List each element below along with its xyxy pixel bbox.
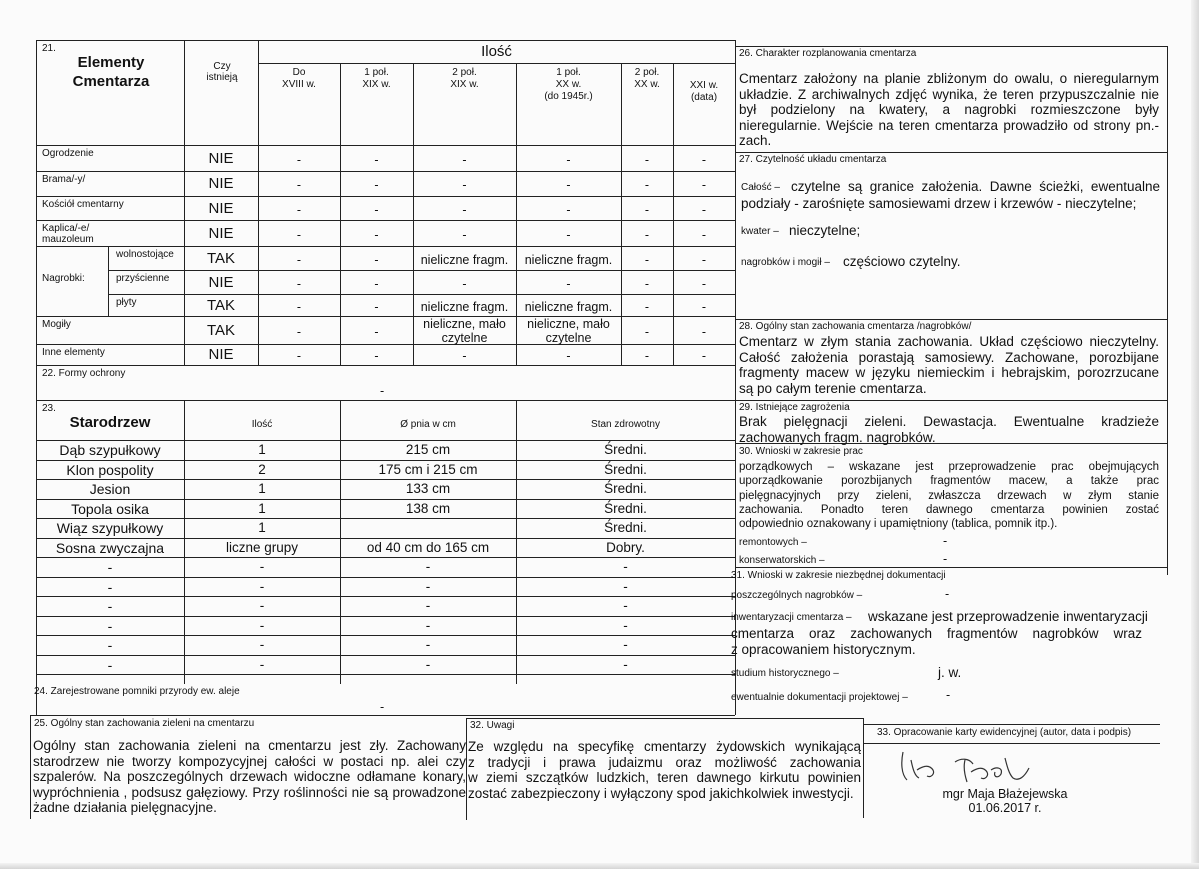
- tree-name: Sosna zwyczajna: [55, 540, 165, 556]
- text-line: fragmenty macew w języku niemieckim i hebrajskim, porozrzucane: [739, 365, 1159, 380]
- czy-istnieja-value: TAK: [206, 321, 236, 339]
- tree-health: -: [623, 598, 628, 613]
- tree-health: Średni.: [604, 481, 647, 496]
- ilosc-cell: -: [374, 276, 379, 291]
- row-label: przyścienne: [116, 273, 170, 284]
- tree-name: -: [107, 559, 113, 575]
- ilosc-cell: -: [701, 227, 707, 242]
- tree-diameter: 175 cm i 215 cm: [378, 462, 478, 477]
- tree-diameter: 215 cm: [405, 442, 451, 457]
- grid-line: [735, 152, 1167, 153]
- text-line: z tradycji i prawa judaizmu oraz możliwość zachowania: [468, 754, 861, 770]
- ilosc-cell: nieliczne fragm.: [420, 252, 509, 267]
- ilosc-cell: -: [644, 202, 650, 217]
- tree-count: 1: [258, 501, 266, 516]
- calosc-value: czytelne są granice założenia. Dawne ścieżki, ewentualne: [791, 179, 1160, 194]
- text-line: Całość założenia porastają samosiewy. Zachowane, porozbijane: [739, 349, 1159, 365]
- text-line: Ogólny stan zachowania zieleni na cmentarzu jest zły. Zachowany: [33, 738, 466, 753]
- ilosc-cell: -: [644, 227, 650, 242]
- section-23-title: Starodrzew: [69, 414, 151, 431]
- calosc-label: Całość –: [741, 182, 780, 193]
- grid-line: [735, 567, 1167, 568]
- ilosc-cell: -: [701, 299, 707, 314]
- ilosc-cell: -: [644, 152, 650, 167]
- remontowych-label: remontowych –: [739, 537, 807, 548]
- section-28-label: 28. Ogólny stan zachowania cmentarza /nagrobków/: [739, 321, 972, 332]
- grid-line: [36, 145, 735, 146]
- czy-header-line2: istnieją: [206, 72, 238, 83]
- grid-line: [863, 718, 864, 818]
- tree-diameter: -: [425, 657, 431, 672]
- grid-line: [735, 46, 1167, 47]
- grid-line: [36, 344, 735, 345]
- grid-line: [863, 743, 1160, 744]
- ilosc-cell: -: [566, 178, 571, 192]
- grid-line: [36, 655, 735, 656]
- kwater-label: kwater –: [741, 226, 779, 237]
- tree-health: Średni.: [604, 462, 647, 477]
- section-23-number: 23.: [42, 403, 56, 414]
- grid-line: [1167, 46, 1168, 575]
- inwentaryzacji-value: wskazane jest przeprowadzenie inwentaryzacji: [868, 609, 1148, 624]
- grid-line: [258, 63, 735, 64]
- starodrzew-header-pien: Ø pnia w cm: [400, 419, 456, 430]
- text-line: Ze względu na specyfikę cmentarzy żydowskich wynikającą: [468, 739, 861, 754]
- grid-line: [36, 400, 735, 401]
- text-line: zach.: [739, 133, 772, 148]
- row-label: wolnostojące: [116, 249, 174, 260]
- grid-line: [36, 557, 735, 558]
- ilosc-cell: -: [462, 202, 467, 217]
- text-line: porządkowych – wskazane jest przeprowadzenie prac obejmujących: [739, 461, 1159, 473]
- grid-line: [36, 596, 735, 597]
- section-21-title-line2: Cmentarza: [72, 73, 150, 90]
- row-label: Kościół cmentarny: [42, 199, 124, 210]
- tree-health: -: [623, 657, 628, 672]
- period-header: XVIII w.: [282, 79, 316, 90]
- section-32-text: [468, 739, 861, 801]
- text-line: uporządkowanie porozbijanych fragmentów macew, a także prac: [739, 475, 1159, 488]
- ilosc-cell: -: [644, 349, 650, 363]
- czy-header: Czy: [213, 61, 231, 72]
- grid-line: [36, 440, 735, 441]
- grid-line: [36, 171, 735, 172]
- ilosc-cell: -: [701, 276, 707, 291]
- czy-istnieja-value: NIE: [208, 175, 234, 192]
- period-header: XX w.: [634, 79, 660, 90]
- kwater-value: nieczytelne;: [789, 223, 861, 238]
- ilosc-cell: -: [374, 349, 379, 363]
- inwentaryzacji-value-line3: z opracowaniem historycznym.: [731, 642, 916, 657]
- czy-istnieja-value: NIE: [208, 273, 234, 291]
- ilosc-cell: -: [374, 178, 379, 192]
- text-line: wypróchnienia , podsusz gałęziowy. Przy roślinności nie są prowadzone: [33, 784, 466, 800]
- section-29-text: Brak pielęgnacji zieleni. Dewastacja. Ewentualne kradzieże: [739, 414, 1159, 429]
- ilosc-cell: nieliczne, mało: [423, 317, 506, 331]
- grid-line: [36, 674, 735, 675]
- tree-count: -: [259, 657, 265, 672]
- tree-health: -: [623, 559, 628, 574]
- ilosc-cell: -: [701, 152, 707, 167]
- nagrobkow-value: częściowo czytelny.: [843, 254, 961, 269]
- grid-line: [36, 499, 735, 500]
- tree-count: 2: [258, 462, 266, 477]
- tree-name: -: [107, 657, 113, 673]
- grid-line: [735, 400, 1167, 401]
- ilosc-cell: -: [644, 252, 650, 267]
- grid-line: [735, 319, 1167, 320]
- grid-line: [36, 365, 735, 366]
- ilosc-cell: -: [566, 276, 571, 291]
- projektowej-label: ewentualnie dokumentacji projektowej –: [731, 692, 908, 703]
- tree-health: -: [623, 579, 628, 594]
- grid-line: [36, 616, 735, 617]
- text-line: starodrzew nie tworzy kompozycyjnej całości w postaci np. alei czy: [33, 753, 466, 769]
- remontowych-value: -: [943, 534, 948, 548]
- section-26-label: 26. Charakter rozplanowania cmentarza: [739, 48, 917, 59]
- section-24-value: -: [380, 700, 385, 714]
- grid-line: [36, 196, 735, 197]
- ilosc-cell: -: [462, 178, 467, 192]
- ilosc-cell: -: [566, 349, 571, 363]
- tree-diameter: 138 cm: [405, 501, 451, 516]
- ilosc-cell: -: [374, 202, 379, 217]
- tree-count: -: [259, 598, 265, 613]
- grid-line: [30, 715, 31, 819]
- text-line: zostać zabezpieczony i wyłączony spod jakichkolwiek inwestycji.: [468, 785, 854, 801]
- section-27-label: 27. Czytelność układu cmentarza: [739, 154, 887, 165]
- tree-name: Wiąz szypułkowy: [56, 520, 164, 536]
- konserwatorskich-value: -: [943, 552, 948, 566]
- section-24-label: 24. Zarejestrowane pomniki przyrody ew. aleje: [34, 686, 240, 697]
- grid-line: [108, 246, 109, 316]
- row-label: Brama/-y/: [42, 174, 86, 185]
- tree-count: 1: [258, 520, 266, 535]
- ilosc-cell: nieliczne fragm.: [420, 299, 509, 314]
- page-edge: [1191, 0, 1199, 869]
- row-label: Inne elementy: [42, 347, 105, 358]
- tree-health: Średni.: [604, 501, 647, 516]
- row-label-line2: mauzoleum: [42, 234, 94, 245]
- ilosc-cell: -: [374, 252, 379, 267]
- tree-name: Dąb szypułkowy: [59, 442, 161, 458]
- ilosc-cell: -: [374, 227, 379, 242]
- starodrzew-header-stan: Stan zdrowotny: [591, 419, 660, 430]
- section-31-label: 31. Wnioski w zakresie niezbędnej dokumentacji: [731, 570, 946, 581]
- text-line: nieregularnie. Wejście na teren cmentarza prowadziło od strony pn.-: [739, 117, 1159, 133]
- studium-label: studium historycznego –: [731, 668, 839, 679]
- tree-count: liczne grupy: [225, 540, 299, 555]
- tree-name: Klon pospolity: [66, 462, 154, 478]
- ilosc-header: Ilość: [481, 43, 512, 60]
- grid-line: [863, 724, 1160, 725]
- ilosc-cell: -: [296, 252, 302, 267]
- konserwatorskich-label: konserwatorskich –: [739, 555, 825, 566]
- tree-count: -: [259, 579, 265, 594]
- grid-line: [36, 538, 735, 539]
- ilosc-cell: -: [296, 152, 302, 167]
- period-header: XXI w.: [689, 80, 719, 91]
- ilosc-cell: -: [644, 178, 650, 192]
- period-header: 2 poł.: [452, 67, 477, 78]
- ilosc-cell: -: [701, 178, 707, 192]
- tree-count: 1: [258, 481, 266, 496]
- ilosc-cell: -: [374, 299, 379, 314]
- grid-line: [108, 294, 735, 295]
- section-33-label: 33. Opracowanie karty ewidencyjnej (autor, data i podpis): [877, 727, 1132, 738]
- tree-count: -: [259, 618, 265, 633]
- tree-health: Dobry.: [606, 540, 645, 555]
- ilosc-cell: -: [701, 349, 707, 363]
- tree-count: -: [259, 637, 265, 652]
- grid-line: [36, 246, 735, 247]
- text-line: zachowania. Ponadto teren dawnego cmentarza powinien zostać: [739, 503, 1159, 516]
- section-32-label: 32. Uwagi: [470, 720, 515, 731]
- czy-istnieja-value: TAK: [206, 249, 236, 267]
- ilosc-cell: nieliczne, mało: [527, 317, 610, 331]
- grid-line: [36, 220, 735, 221]
- inwentaryzacji-label: inwentaryzacji cmentarza –: [731, 612, 852, 623]
- text-line: był podzielony na kwatery, a nagrobki rozmieszczone były: [739, 102, 1159, 117]
- tree-name: -: [107, 598, 113, 614]
- tree-name: Topola osika: [71, 501, 149, 517]
- section-28-text: [739, 334, 1159, 396]
- grid-line: [36, 479, 735, 480]
- ilosc-cell: -: [701, 252, 707, 267]
- period-header: 2 poł.: [634, 67, 660, 78]
- ilosc-cell: -: [296, 324, 302, 339]
- projektowej-value: -: [946, 688, 951, 702]
- section-30-text: [739, 460, 1159, 531]
- section-21-title: Elementy: [77, 54, 145, 71]
- grid-line: [36, 635, 735, 636]
- text-line: pielęgnacyjnych przy zieleni, zwłaszcza drzewach w złym stanie: [739, 489, 1159, 502]
- ilosc-cell: -: [462, 349, 467, 363]
- tree-health: -: [623, 618, 628, 633]
- ilosc-cell: -: [296, 227, 302, 242]
- grid-line: [30, 715, 735, 716]
- row-label: Mogiły: [42, 319, 71, 330]
- grid-line: [36, 40, 735, 41]
- czy-istnieja-value: NIE: [208, 149, 234, 167]
- czy-istnieja-value: NIE: [208, 346, 234, 363]
- text-line: są po całym terenie cmentarza.: [739, 380, 927, 396]
- ilosc-cell: -: [701, 202, 707, 217]
- tree-name: -: [107, 637, 113, 653]
- text-line: odpowiednio oznakowany i upamiętniony (tablica, pomnik itp.).: [739, 518, 1058, 531]
- section-22-value: -: [380, 384, 385, 398]
- ilosc-cell: -: [296, 349, 302, 363]
- czy-istnieja-value: TAK: [206, 296, 236, 314]
- tree-diameter: -: [425, 559, 431, 574]
- grid-line: [36, 460, 735, 461]
- author-date: 01.06.2017 r.: [968, 801, 1042, 815]
- tree-diameter: -: [425, 637, 431, 652]
- period-header: 1 poł.: [556, 67, 581, 78]
- grid-line: [108, 270, 735, 271]
- ilosc-cell: -: [296, 276, 302, 291]
- ilosc-cell: -: [462, 276, 467, 291]
- handwritten-signature: [895, 748, 1065, 788]
- period-header: XX w.: [555, 79, 582, 90]
- nagrobki-label: Nagrobki:: [42, 273, 85, 284]
- starodrzew-header-ilosc: Ilość: [251, 419, 273, 430]
- calosc-value-line2: podziały - zarośnięte samosiewami drzew i krzewów - nieczytelne;: [741, 196, 1137, 211]
- text-line: Cmentarz założony na planie zbliżonym do owalu, o nieregularnym: [739, 71, 1159, 86]
- period-header: Do: [292, 67, 306, 78]
- ilosc-cell: nieliczne fragm.: [524, 252, 613, 267]
- ilosc-cell: -: [566, 227, 571, 242]
- section-21-number: 21.: [42, 43, 56, 54]
- period-header: 1 poł.: [364, 67, 389, 78]
- row-label: Kaplica/-e/: [42, 223, 90, 234]
- tree-health: Średni.: [604, 520, 647, 535]
- period-header: (data): [690, 92, 718, 103]
- tree-health: -: [623, 637, 628, 652]
- poszczegolnych-label: poszczególnych nagrobków –: [731, 590, 863, 601]
- text-line: układzie. Z archiwalnych zdjęć wynika, że teren przypuszczalnie nie: [739, 86, 1159, 102]
- period-header: (do 1945r.): [544, 91, 593, 102]
- ilosc-cell: -: [296, 299, 302, 314]
- tree-name: Jesion: [89, 481, 131, 497]
- ilosc-cell: -: [296, 202, 302, 217]
- tree-name: -: [107, 579, 113, 595]
- ilosc-cell: -: [701, 324, 707, 339]
- section-29-label: 29. Istniejące zagrożenia: [739, 402, 850, 413]
- tree-health: Średni.: [604, 442, 647, 457]
- ilosc-cell-line2: czytelne: [545, 331, 592, 345]
- row-label: płyty: [116, 297, 137, 308]
- ilosc-cell: -: [374, 324, 379, 339]
- poszczegolnych-value: -: [945, 587, 950, 601]
- section-30-label: 30. Wnioski w zakresie prac: [739, 446, 863, 457]
- text-line: szpalerów. Na poszczególnych drzewach widoczne odłamane konary,: [33, 769, 466, 784]
- row-label: Ogrodzenie: [42, 148, 94, 159]
- ilosc-cell: -: [644, 299, 650, 314]
- tree-diameter: -: [425, 598, 431, 613]
- ilosc-cell: -: [462, 227, 467, 242]
- ilosc-cell: -: [644, 324, 650, 339]
- section-26-text: [739, 71, 1159, 149]
- ilosc-cell: -: [566, 202, 571, 217]
- section-29-text-line2: zachowanych fragm. nagrobków.: [739, 430, 936, 445]
- ilosc-cell: -: [644, 276, 650, 291]
- period-header: XIX w.: [362, 79, 391, 90]
- section-25-text: [33, 738, 466, 816]
- grid-line: [36, 518, 735, 519]
- ilosc-cell: -: [566, 152, 571, 167]
- tree-diameter: -: [425, 618, 431, 633]
- tree-diameter: 133 cm: [405, 481, 451, 496]
- czy-istnieja-value: NIE: [208, 224, 234, 242]
- grid-line: [36, 316, 735, 317]
- nagrobkow-label: nagrobków i mogił –: [741, 257, 830, 268]
- author-name: mgr Maja Błażejewska: [942, 787, 1068, 801]
- text-line: w ziemi szczątków ludzkich, teren dawnego kirkutu powinien: [468, 770, 861, 785]
- period-header: XIX w.: [450, 79, 479, 90]
- czy-istnieja-value: NIE: [208, 199, 234, 217]
- section-22-label: 22. Formy ochrony: [42, 368, 126, 379]
- ilosc-cell: -: [374, 152, 379, 167]
- tree-diameter: -: [425, 579, 431, 594]
- text-line: żadne działania pielęgnacyjne.: [33, 800, 217, 815]
- ilosc-cell-line2: czytelne: [441, 331, 488, 345]
- ilosc-cell: nieliczne fragm.: [524, 299, 613, 314]
- grid-line: [466, 718, 863, 719]
- tree-diameter: od 40 cm do 165 cm: [366, 540, 490, 555]
- inwentaryzacji-value-line2: cmentarza oraz zachowanych fragmentów nagrobków wraz: [731, 626, 1142, 641]
- text-line: Cmentarz w złym stania zachowania. Układ częściowo nieczytelny.: [739, 334, 1159, 349]
- grid-line: [466, 718, 467, 820]
- ilosc-cell: -: [296, 178, 302, 192]
- ilosc-cell: -: [462, 152, 467, 167]
- section-25-label: 25. Ogólny stan zachowania zieleni na cmentarzu: [34, 718, 255, 729]
- tree-count: 1: [258, 442, 266, 457]
- grid-line: [36, 577, 735, 578]
- page-edge: [0, 863, 1199, 869]
- tree-name: -: [107, 618, 113, 634]
- tree-count: -: [259, 559, 265, 574]
- studium-value: j. w.: [938, 665, 962, 680]
